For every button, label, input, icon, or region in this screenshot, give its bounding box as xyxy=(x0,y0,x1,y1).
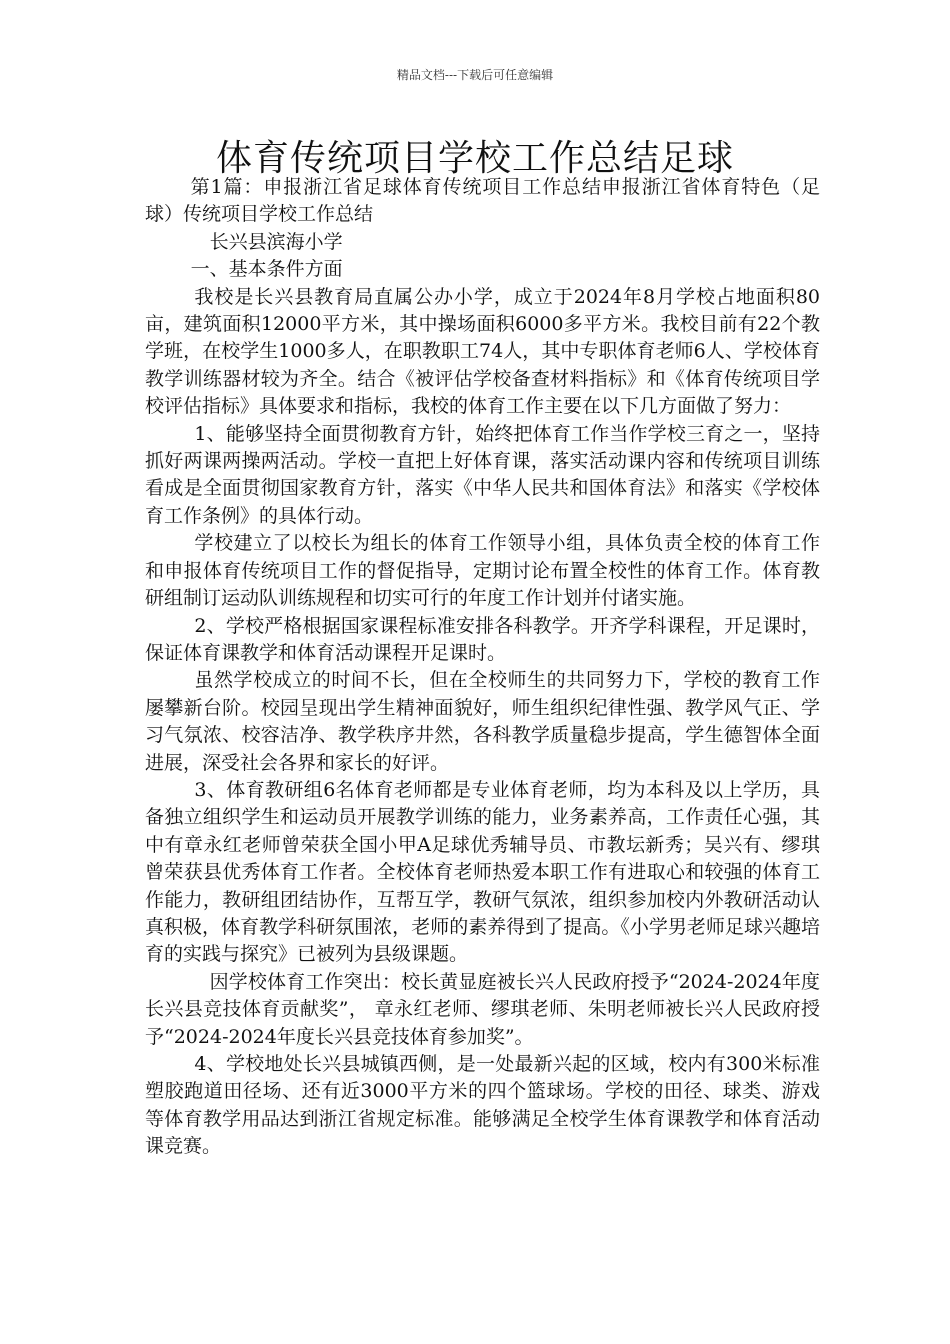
document-body xyxy=(145,174,820,1161)
paragraph-point-4: 4、学校地处长兴县城镇西侧，是一处最新兴起的区域，校内有300米标准塑胶跑道田径场、还有近3000平方米的四个篮球场。学校的田径、球类、游戏等体育教学用品达到浙江省规定标准。能够满足全校学生体育课教学和体育活动课竞赛。 xyxy=(145,1053,820,1158)
section-heading-basic-conditions: 一、基本条件方面 xyxy=(190,258,343,281)
paragraph-school-name: 长兴县滨海小学 xyxy=(209,230,343,253)
paragraph-school-overview: 我校是长兴县教育局直属公办小学，成立于2024年8月学校占地面积80亩，建筑面积12000平方米，其中操场面积6000多平方米。我校目前有22个教学班，在校学生1000多人，在职教职工74人，其中专职体育老师6人、学校体育教学训练器材较为齐全。结合《被评估学校备查材料指标》和《体育传统项目学校评估指标》具体要求和指标，我校的体育工作主要在以下几方面做了努力： xyxy=(145,285,820,418)
paragraph-point-1: 1、能够坚持全面贯彻教育方针，始终把体育工作当作学校三育之一，坚持抓好两课两操两活动。学校一直把上好体育课，落实活动课内容和传统项目训练看成是全面贯彻国家教育方针，落实《中华人民共和国体育法》和落实《学校体育工作条例》的具体行动。 xyxy=(145,422,820,527)
document-title: 体育传统项目学校工作总结足球 xyxy=(215,138,734,179)
paragraph-point-3: 3、体育教研组6名体育老师都是专业体育老师，均为本科及以上学历，具备独立组织学生和运动员开展教学训练的能力，业务素养高，工作责任心强，其中有章永红老师曾荣获全国小甲A足球优秀辅导员、市教坛新秀；吴兴有、缪琪曾荣获县优秀体育工作者。全校体育老师热爱本职工作有进取心和较强的体育工作能力，教研组团结协作，互帮互学，教研气氛浓，组织参加校内外教研活动认真积极，体育教学科研氛围浓，老师的素养得到了提高。《小学男老师足球兴趣培育的实践与探究》已被列为县级课题。 xyxy=(145,778,820,966)
paragraph-leadership-group: 学校建立了以校长为组长的体育工作领导小组，具体负责全校的体育工作和申报体育传统项目工作的督促指导，定期讨论布置全校性的体育工作。体育教研组制订运动队训练规程和切实可行的年度工作计划并付诸实施。 xyxy=(145,532,820,610)
page-header-note: 精品文档---下载后可任意编辑 xyxy=(396,68,554,82)
paragraph-school-progress: 虽然学校成立的时间不长，但在全校师生的共同努力下，学校的教育工作屡攀新台阶。校园呈现出学生精神面貌好，师生组织纪律性强、教学风气正、学习气氛浓、校容洁净、教学秩序井然，各科教学质量稳步提高，学生德智体全面进展，深受社会各界和家长的好评。 xyxy=(145,669,820,774)
paragraph-awards: 因学校体育工作突出：校长黄显庭被长兴人民政府授予“2024-2024年度长兴县竞技体育贡献奖”， 章永红老师、缪琪老师、朱明老师被长兴人民政府授予“2024-2024年度长兴县竞技体育参加奖”。 xyxy=(145,970,820,1048)
paragraph-source-title: 第1篇：申报浙江省足球体育传统项目工作总结申报浙江省体育特色（足球）传统项目学校工作总结 xyxy=(145,176,820,226)
paragraph-point-2: 2、学校严格根据国家课程标准安排各科教学。开齐学科课程，开足课时，保证体育课教学和体育活动课程开足课时。 xyxy=(145,614,820,664)
